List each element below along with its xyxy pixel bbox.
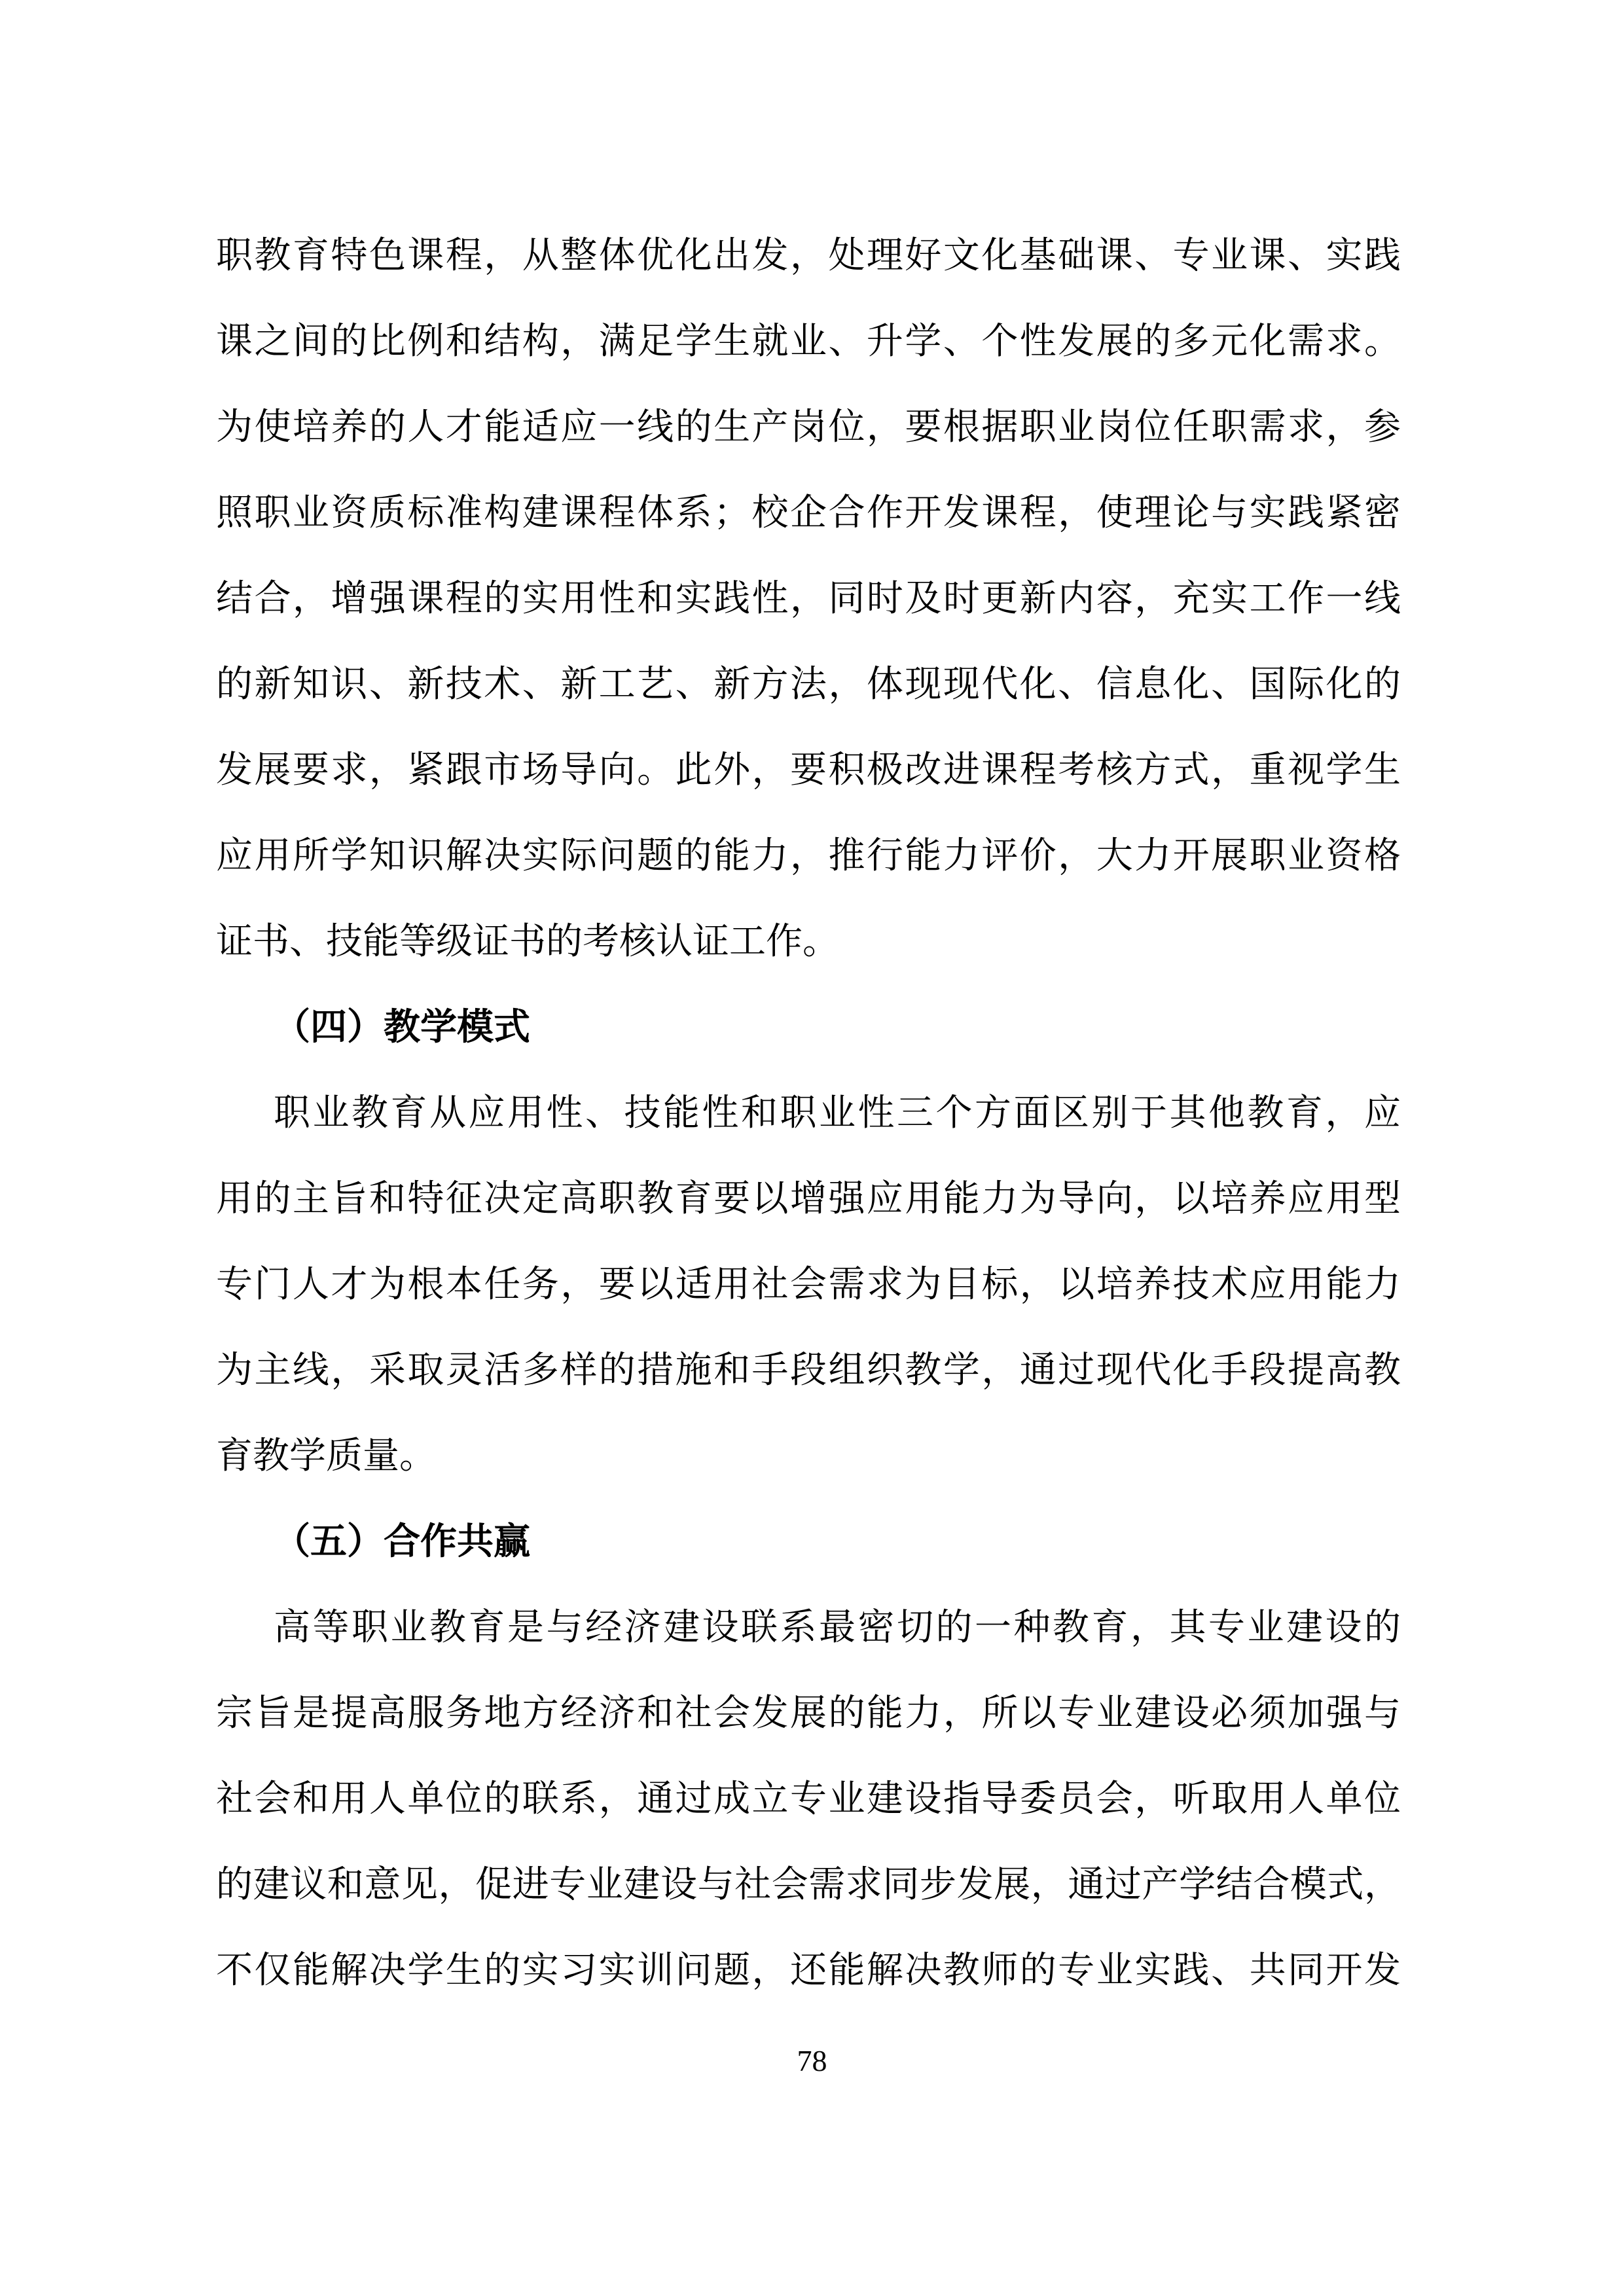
paragraph-line: 照职业资质标准构建课程体系；校企合作开发课程，使理论与实践紧密 — [216, 493, 1401, 533]
paragraph-line: 应用所学知识解决实际问题的能力，推行能力评价，大力开展职业资格 — [216, 836, 1401, 876]
paragraph-line: 的建议和意见，促进专业建设与社会需求同步发展，通过产学结合模式， — [216, 1865, 1401, 1905]
paragraph-line: 发展要求，紧跟市场导向。此外，要积极改进课程考核方式，重视学生 — [216, 750, 1401, 791]
paragraph-line: 为主线，采取灵活多样的措施和手段组织教学，通过现代化手段提高教 — [216, 1350, 1401, 1391]
paragraph-line: 职教育特色课程，从整体优化出发，处理好文化基础课、专业课、实践 — [216, 236, 1401, 276]
page-number: 78 — [797, 2044, 827, 2077]
paragraph-line: 的新知识、新技术、新工艺、新方法，体现现代化、信息化、国际化的 — [216, 664, 1401, 705]
paragraph-line: 宗旨是提高服务地方经济和社会发展的能力，所以专业建设必须加强与 — [216, 1693, 1401, 1734]
paragraph-line: 课之间的比例和结构，满足学生就业、升学、个性发展的多元化需求。 — [216, 321, 1401, 362]
paragraph-line: 育教学质量。 — [216, 1436, 436, 1477]
paragraph-line: 职业教育从应用性、技能性和职业性三个方面区别于其他教育，应 — [274, 1093, 1401, 1134]
paragraph-line: 高等职业教育是与经济建设联系最密切的一种教育，其专业建设的 — [274, 1607, 1401, 1648]
paragraph-line: 社会和用人单位的联系，通过成立专业建设指导委员会，听取用人单位 — [216, 1779, 1401, 1820]
section-heading-4: （四）教学模式 — [274, 1007, 530, 1048]
paragraph-line: 结合，增强课程的实用性和实践性，同时及时更新内容，充实工作一线 — [216, 579, 1401, 619]
paragraph-line: 不仅能解决学生的实习实训问题，还能解决教师的专业实践、共同开发 — [216, 1950, 1401, 1991]
paragraph-line: 专门人才为根本任务，要以适用社会需求为目标，以培养技术应用能力 — [216, 1265, 1401, 1305]
document-body — [216, 213, 1401, 2014]
section-heading-5: （五）合作共赢 — [274, 1522, 530, 1562]
paragraph-line: 为使培养的人才能适应一线的生产岗位，要根据职业岗位任职需求，参 — [216, 407, 1401, 448]
paragraph-line: 用的主旨和特征决定高职教育要以增强应用能力为导向，以培养应用型 — [216, 1179, 1401, 1219]
paragraph-line: 证书、技能等级证书的考核认证工作。 — [216, 922, 839, 962]
